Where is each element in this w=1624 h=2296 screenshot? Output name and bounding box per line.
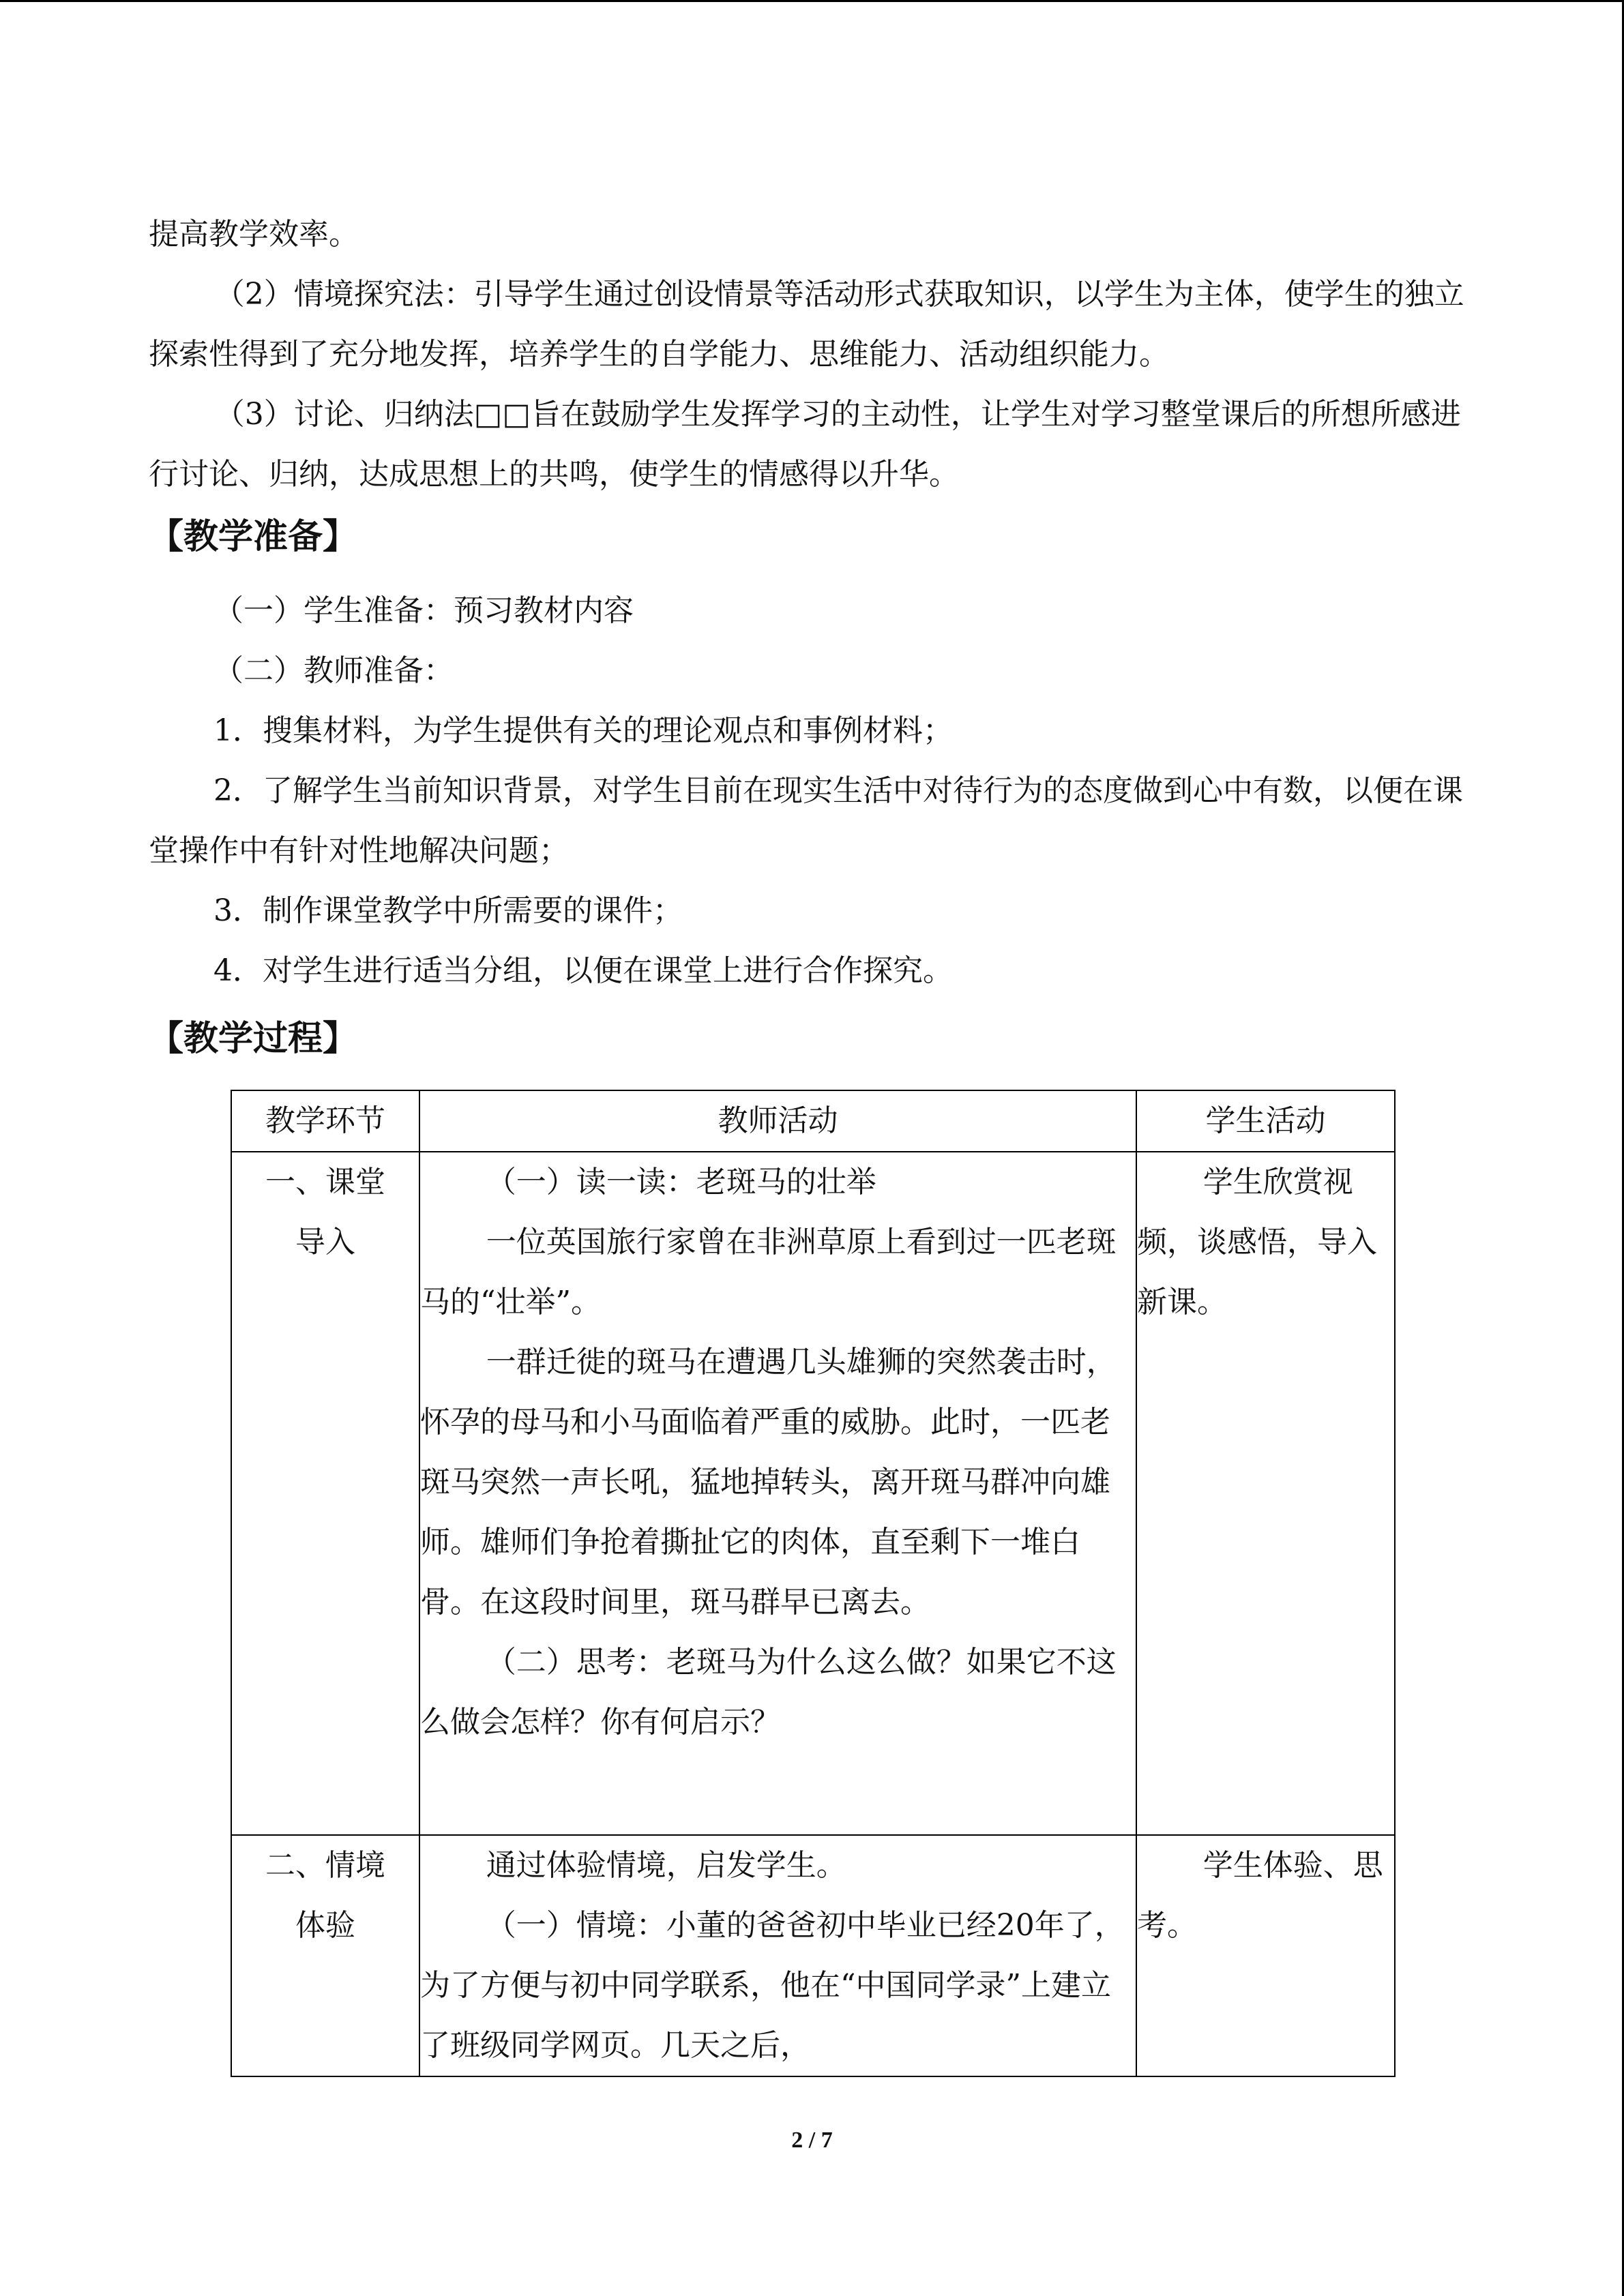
teacher-paragraph: （一）读一读：老斑马的壮举: [486, 1165, 876, 1199]
page-number: 2 / 7: [791, 2128, 833, 2153]
heading-teaching-preparation: 【教学准备】: [149, 516, 358, 557]
teacher-paragraph: （二）思考：老斑马为什么这么做？如果它不这么做会怎样？你有何启示？: [420, 1645, 1117, 1740]
prep-item-3: 3．制作课堂教学中所需要的课件；: [213, 893, 683, 928]
header-teacher-activity: 教师活动: [419, 1090, 1136, 1152]
table-header-row: [231, 1090, 1395, 1152]
prep-item-2: 2．了解学生当前知识背景，对学生目前在现实生活中对待行为的态度做到心中有数，以便在课堂操作中有针对性地解决问题；: [149, 773, 1463, 868]
teaching-process-table: [231, 1090, 1396, 2077]
stage-label: 一、课堂: [265, 1165, 385, 1199]
page-border-top: [0, 0, 1624, 2]
table-row: [231, 1835, 1395, 2076]
heading-teaching-process: 【教学过程】: [149, 1018, 358, 1059]
stage-label: 二、情境: [265, 1848, 385, 1883]
prep-student: （一）学生准备：预习教材内容: [213, 593, 634, 628]
stage-label: 导入: [295, 1225, 355, 1259]
teacher-paragraph: （一）情境：小董的爸爸初中毕业已经20年了，为了方便与初中同学联系，他在“中国同学录”上建立了班级同学网页。几天之后，: [420, 1908, 1125, 2063]
student-activity-cell: 学生体验、思考。: [1136, 1835, 1395, 2076]
teacher-paragraph: 一位英国旅行家曾在非洲草原上看到过一匹老斑马的“壮举”。: [420, 1225, 1117, 1320]
document-body: [149, 205, 1475, 1079]
stage-cell: [231, 1152, 419, 1835]
stage-label: 体验: [295, 1908, 355, 1943]
header-student-activity: 学生活动: [1136, 1090, 1395, 1152]
method-situational-inquiry: （2）情境探究法：引导学生通过创设情景等活动形式获取知识，以学生为主体，使学生的独立探索性得到了充分地发挥，培养学生的自学能力、思维能力、活动组织能力。: [149, 277, 1464, 372]
method-continuation: 提高教学效率。: [149, 217, 359, 252]
table-row: [231, 1152, 1395, 1835]
teacher-activity-cell: [419, 1835, 1136, 2076]
prep-item-4: 4．对学生进行适当分组，以便在课堂上进行合作探究。: [213, 953, 953, 988]
teacher-paragraph: 通过体验情境，启发学生。: [486, 1848, 846, 1883]
prep-item-1: 1．搜集材料，为学生提供有关的理论观点和事例材料；: [213, 713, 953, 748]
prep-teacher: （二）教师准备：: [213, 653, 454, 688]
stage-cell: [231, 1835, 419, 2076]
method-discussion-summary: （3）讨论、归纳法□□旨在鼓励学生发挥学习的主动性，让学生对学习整堂课后的所想所感进行讨论、归纳，达成思想上的共鸣，使学生的情感得以升华。: [149, 397, 1461, 492]
teacher-paragraph: 一群迁徙的斑马在遭遇几头雄狮的突然袭击时，怀孕的母马和小马面临着严重的威胁。此时，一匹老斑马突然一声长吼，猛地掉转头，离开斑马群冲向雄师。雄师们争抢着撕扯它的肉体，直至剩下一堆白骨。在这段时间里，斑马群早已离去。: [420, 1345, 1117, 1620]
student-activity-cell: 学生欣赏视频，谈感悟，导入新课。: [1136, 1152, 1395, 1835]
teacher-activity-cell: [419, 1152, 1136, 1835]
header-stage: 教学环节: [231, 1090, 419, 1152]
